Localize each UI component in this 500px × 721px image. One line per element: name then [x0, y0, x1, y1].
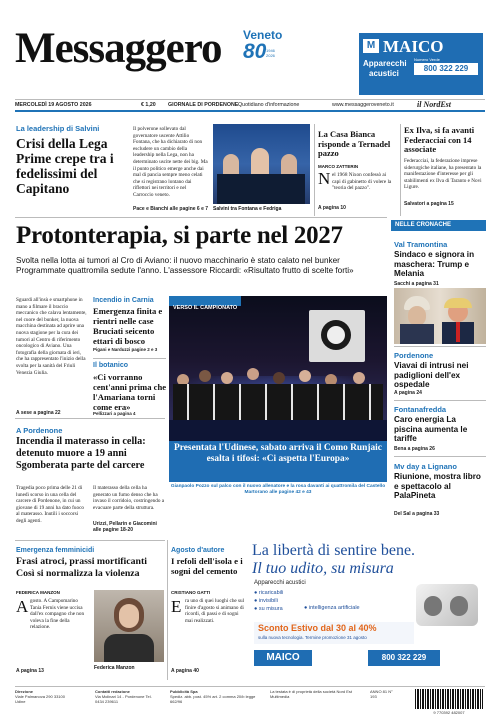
lega-photo [213, 124, 310, 204]
carnia-kicker: Incendio in Carnia [93, 297, 154, 304]
pordenone-side-kicker: Pordenone [394, 351, 434, 360]
maico-feature-4: ● intelligenza artificiale [304, 605, 360, 611]
maico-logo-icon: M [363, 39, 379, 53]
footer-col-3: Pubblicità Spa Spediz. abb. post. 45% art. 2 comma 20/b legge 662/96 [170, 689, 256, 704]
femminicidi-dropcap: A [16, 597, 29, 616]
lega-kicker: La leadership di Salvini [16, 124, 100, 133]
maico-ad-headline-2: Il tuo udito, su misura [252, 560, 394, 577]
casabianca-headline[interactable]: La Casa Bianca risponde a Ternadel pazzo [318, 129, 391, 158]
maico-bottom-ad[interactable] [248, 540, 486, 680]
maico-discount-band [254, 622, 414, 644]
femminicidi-byline: FEDERICA MANZON [16, 590, 60, 595]
footer-col-2: Contatti redazione Via Molinari 14 - Pordenone Tel. 0434 239611 [95, 689, 152, 704]
masthead-anniversary: 80 [243, 40, 267, 63]
maico-top-ad[interactable] [359, 33, 483, 95]
udinese-headline-box [169, 441, 387, 482]
agosto-headline[interactable]: I refoli dell'isola e i sogni del cemento [171, 556, 243, 576]
exilva-body: Federacciai, la federazione imprese siderurgiche italiane, ha presentato la manifestazione d'interesse per gli stabilimenti ex Ilva di Taranto e Novi Ligure. [404, 158, 482, 191]
agosto-kicker: Agosto d'autore [171, 547, 225, 554]
femminicidi-ref[interactable]: A pagina 13 [16, 668, 44, 674]
masthead-anniversary-years: 1946 2026 [266, 48, 275, 58]
maico-feature-2: ● invisibili [254, 598, 278, 604]
lead-body: Sguardi all'insù e smartphone in mano a filmare il braccio meccanico che calava lentamente, nel cuore del bunker, la nuova macchina destinata ad aprire una nuova stagione per la cura dei tumori al Centro di riferimento oncologico di Aviano. Una fotografia della giornata di ieri, che ha rappresentato l'inizio della svolta per la sanità del Friuli Venezia Giulia. [16, 297, 87, 376]
valtramontina-kicker: Val Tramontina [394, 240, 448, 249]
lega-headline[interactable]: Crisi della Lega Prime crepe tra i fedelissimi del Capitano [16, 136, 114, 196]
pordenone-side-headline[interactable]: Viavai di intrusi nei padiglioni dell'ex ospedale [394, 361, 469, 389]
udinese-headline[interactable]: Presentata l'Udinese, sabato arriva il Como Runjaic esalta i tifosi: «Ci aspetta l'Europa» [174, 443, 382, 464]
udinese-stage-screen [309, 310, 365, 362]
valtramontina-ref[interactable]: Sacchi a pagina 31 [394, 281, 439, 287]
barcode-number: 9 770392 482007 [433, 710, 465, 715]
incendio-body-1: Tragedia poco prima delle 21 di lunedì scorso in una cella del carcere di Pordenone, in cui un giovane di 19 anni ha dato fuoco al materasso. Inutili i soccorsi degli agenti. [16, 485, 84, 524]
maico-discount: Sconto Estivo dal 30 al 40% [258, 623, 377, 633]
udinese-kicker-badge [169, 296, 241, 311]
masthead-region: Veneto [243, 28, 283, 42]
pordenone-side-ref[interactable]: A pagina 24 [394, 390, 422, 396]
femminicidi-photo [94, 590, 164, 662]
maico-phone: 800 322 229 [414, 63, 478, 75]
footer-col-4: La testata è di proprietà della società Nord Est Multimedia [270, 689, 353, 699]
maico-tagline-1: Apparecchi [363, 59, 407, 68]
femminicidi-body: gosto. A Campomarino Tania Fernis viene uccisa dall'ex compagno che non voleva la fine della relazione. [30, 598, 85, 631]
lignano-kicker: Mv day a Lignano [394, 462, 457, 471]
nelle-cronache-bar [391, 220, 486, 231]
agosto-dropcap: E [171, 597, 182, 616]
casabianca-byline: MARCO ZATTERIN [318, 164, 359, 169]
partner-logo: il NordEst [417, 100, 452, 109]
price: € 1,20 [141, 102, 156, 108]
botanico-kicker: Il botanico [93, 362, 128, 369]
agosto-byline: CRISTIANO GATTI [171, 590, 211, 595]
botanico-ref[interactable]: Pellizzari a pagina 4 [93, 411, 136, 416]
incendio-body-2: Il materasso della cella ha generato un fumo denso che ha invaso il corridoio, costringendo a evacuare parte della struttura. [93, 485, 165, 511]
masthead-logo: Messaggero [15, 25, 222, 72]
casabianca-ref[interactable]: A pagina 10 [318, 205, 346, 211]
paper-type: Quotidiano d'informazione [238, 102, 300, 108]
barcode-icon [415, 689, 483, 709]
lignano-ref[interactable]: Del Sal a pagina 33 [394, 511, 440, 517]
lega-body: Il polverone sollevato dal governatore uscente Attilio Fontana, che ha dichiarato di non escludere un cambio della leadership nella Lega, non ha determinato uscite nette dei big. Ma il punto politico emerge anche dai mal di pancia sempre meno celati che si registrano lontano dai riflettori nei territori e nel Carroccio veneto. [133, 126, 208, 198]
maico-tagline-2: acustici [369, 69, 399, 78]
nelle-cronache-label: NELLE CRONACHE [395, 222, 452, 228]
lega-photo-caption: Salvini tra Fontana e Fedriga [213, 206, 282, 212]
date: MERCOLEDÌ 19 AGOSTO 2026 [15, 102, 92, 108]
maico-discount-sub: sulla nuova tecnologia. Termine promozione 31 agosto [258, 635, 367, 640]
footer-col-5: ANNO 81 N° 193 [370, 689, 393, 699]
udinese-photo[interactable] [169, 296, 387, 482]
agosto-body: ra uno di quei luoghi che sul finire d'agosto si animano di ricordi, di passi e di sogni mai realizzati. [185, 598, 245, 624]
maico-device-image [416, 584, 478, 626]
website-link[interactable]: www.messaggeroveneto.it [332, 102, 394, 108]
valtramontina-headline[interactable]: Sindaco e signora in maschera: Trump e Melania [394, 250, 475, 278]
femminicidi-caption: Federica Manzon [94, 665, 135, 671]
udinese-body: Gianpaolo Pozzo sul palco con il nuovo allenatore e la rosa davanti ai quattromila del Castello [170, 484, 386, 489]
botanico-headline[interactable]: «Ci vorranno cent'anni prima che l'Amariana torni come era» [93, 372, 167, 412]
exilva-headline[interactable]: Ex Ilva, si fa avanti Federacciai con 14 associate [404, 125, 475, 154]
maico-ad-logo: MAICO [254, 650, 312, 666]
lead-subtitle: Svolta nella lotta ai tumori al Cro di Aviano: il nuovo macchinario è stato calato nel bunker Programmate quattromila sedute l'anno. L'assessore Riccardi: «Risultato frutto di scelte forti» [16, 256, 354, 276]
lega-ref[interactable]: Pace e Bianchi alle pagine 6 e 7 [133, 206, 209, 212]
lead-headline[interactable]: Protonterapia, si parte nel 2027 [16, 222, 343, 249]
maico-phone-label: Numero Verde [414, 57, 440, 62]
carnia-headline[interactable]: Emergenza finita e rientri nelle case Bruciati seicento ettari di bosco [93, 306, 163, 346]
fontanafredda-kicker: Fontanafredda [394, 405, 447, 414]
maico-ad-subtitle: Apparecchi acustici [254, 580, 306, 586]
lignano-headline[interactable]: Riunione, mostra libro e spettacolo al PalaPineta [394, 472, 481, 500]
udinese-kicker: VERSO IL CAMPIONATO [173, 305, 238, 311]
casabianca-dropcap: N [318, 169, 331, 188]
valtramontina-photo [394, 288, 486, 344]
carnia-ref[interactable]: Pigani e Narduzzi pagine 2 e 3 [93, 347, 158, 352]
incendio-headline[interactable]: Incendia il materasso in cella: detenuto muore a 19 anni Sgomberata parte del carcere [16, 436, 146, 471]
fontanafredda-ref[interactable]: Bena a pagina 26 [394, 446, 435, 452]
lead-ref[interactable]: A sese a pagina 22 [16, 410, 61, 416]
maico-feature-3: ● su misura [254, 606, 283, 612]
fontanafredda-headline[interactable]: Caro energia La piscina aumenta le tariffe [394, 415, 468, 443]
femminicidi-kicker: Emergenza femminicidi [16, 547, 95, 554]
udinese-ref[interactable]: Martorano alle pagine 42 e 43 [244, 490, 312, 495]
footer-col-1: Direzione Viale Palmanova 290 33100 Udine [15, 689, 65, 704]
maico-ad-phone[interactable]: 800 322 229 [368, 650, 440, 666]
maico-feature-1: ● ricaricabili [254, 590, 284, 596]
maico-brand: MAICO [383, 37, 444, 56]
incendio-ref[interactable]: Urizzi, Pellarin e Giacomini alle pagine 18-20 [93, 521, 157, 533]
femminicidi-headline[interactable]: Frasi atroci, prassi mortificanti Così si normalizza la violenza [16, 556, 147, 579]
exilva-ref[interactable]: Salvatori a pagina 15 [404, 201, 454, 207]
maico-ad-headline-1: La libertà di sentire bene. [252, 542, 416, 559]
edition: GIORNALE DI PORDENONE [168, 102, 239, 108]
incendio-kicker: A Pordenone [16, 426, 63, 435]
agosto-ref[interactable]: A pagina 40 [171, 668, 199, 674]
casabianca-body: el 1968 Nixon confessò ai capi di gabinetto di volere la "teoria del pazzo". [332, 172, 392, 192]
